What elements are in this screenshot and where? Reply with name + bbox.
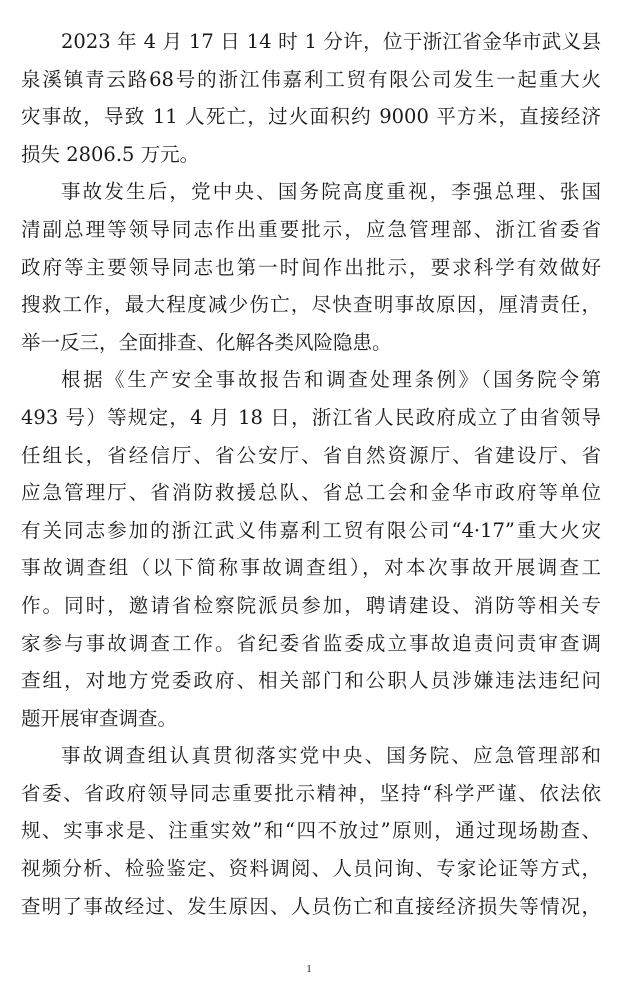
text-line: 任组长，省经信厅、省公安厅、省自然资源厅、省建设厅、省 [21, 443, 601, 467]
text-line: 泉溪镇青云路68号的浙江伟嘉利工贸有限公司发生一起重大火 [21, 67, 601, 91]
text-line: 应急管理厅、省消防救援总队、省总工会和金华市政府等单位 [21, 481, 601, 505]
text-line: 查组，对地方党委政府、相关部门和公职人员涉嫌违法违纪问 [21, 669, 601, 693]
text-line: 政府等主要领导同志也第一时间作出批示，要求科学有效做好 [21, 255, 601, 279]
paragraph-investigation-methods [21, 737, 601, 925]
text-line: 事故发生后，党中央、国务院高度重视，李强总理、张国 [61, 180, 601, 204]
text-line: 根据《生产安全事故报告和调查处理条例》（国务院令第 [61, 368, 601, 392]
text-line: 查明了事故经过、发生原因、人员伤亡和直接经济损失等情况， [21, 894, 601, 918]
text-line: 事故调查组认真贯彻落实党中央、国务院、应急管理部和 [61, 744, 601, 768]
paragraph-leadership-response [21, 173, 601, 361]
text-line: 家参与事故调查工作。省纪委省监委成立事故追责问责审查调 [21, 631, 601, 655]
text-line: 有关同志参加的浙江武义伟嘉利工贸有限公司“4·17”重大火灾 [21, 518, 601, 542]
text-line: 作。同时，邀请省检察院派员参加，聘请建设、消防等相关专 [21, 593, 601, 617]
text-line: 493 号）等规定，4 月 18 日，浙江省人民政府成立了由省领导 [21, 405, 601, 429]
paragraph-investigation-team [21, 361, 601, 737]
text-line: 举一反三，全面排查、化解各类风险隐患。 [21, 330, 392, 354]
text-line: 省委、省政府领导同志重要批示精神，坚持“科学严谨、依法依 [21, 781, 601, 805]
paragraph-incident-summary [21, 23, 601, 173]
text-line: 事故调查组（以下简称事故调查组），对本次事故开展调查工 [21, 556, 601, 580]
text-line: 损失 2806.5 万元。 [21, 142, 200, 166]
page-number: 1 [306, 963, 312, 975]
text-line: 搜救工作，最大程度减少伤亡，尽快查明事故原因，厘清责任， [21, 293, 601, 317]
text-line: 视频分析、检验鉴定、资料调阅、人员问询、专家论证等方式， [21, 857, 601, 881]
document-page [21, 23, 601, 925]
text-line: 题开展审查调查。 [21, 706, 178, 730]
text-line: 2023 年 4 月 17 日 14 时 1 分许，位于浙江省金华市武义县 [61, 30, 601, 53]
text-line: 清副总理等领导同志作出重要批示，应急管理部、浙江省委省 [21, 217, 601, 241]
text-line: 规、实事求是、注重实效”和“四不放过”原则，通过现场勘查、 [21, 819, 601, 843]
text-line: 灾事故，导致 11 人死亡，过火面积约 9000 平方米，直接经济 [21, 105, 601, 129]
